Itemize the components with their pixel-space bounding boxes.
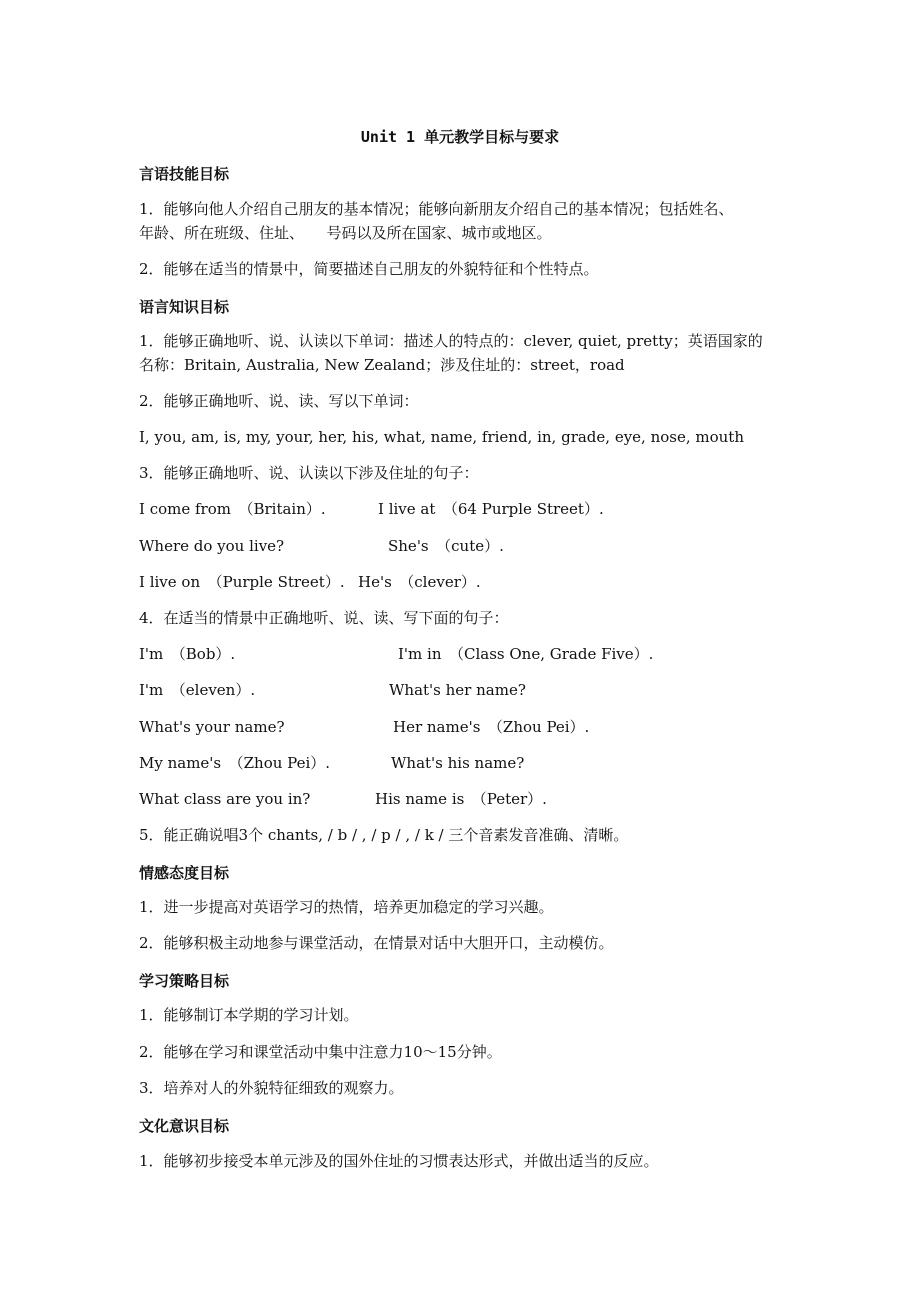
knowledge-p4: 4．在适当的情景中正确地听、说、读、写下面的句子：: [139, 609, 509, 627]
page-title: Unit 1 单元教学目标与要求: [360, 128, 560, 146]
skills-p1-line1: 1．能够向他人介绍自己朋友的基本情况；能够向新朋友介绍自己的基本情况；包括姓名、: [139, 200, 734, 218]
sentence-row-right: I live at （64 Purple Street）.: [378, 500, 604, 518]
sentence-row-right: She's （cute）.: [388, 537, 504, 555]
heading-strategy: 学习策略目标: [139, 972, 230, 990]
sentence-row-right: What's his name?: [391, 754, 525, 772]
strategy-p3: 3．培养对人的外貌特征细致的观察力。: [139, 1079, 404, 1097]
heading-attitude: 情感态度目标: [139, 864, 230, 882]
sentence-row-left: I come from （Britain）.: [139, 500, 326, 518]
sentence-row-right: His name is （Peter）.: [375, 790, 547, 808]
skills-p2: 2．能够在适当的情景中，简要描述自己朋友的外貌特征和个性特点。: [139, 260, 599, 278]
sentence-row-left: What class are you in?: [139, 790, 311, 808]
knowledge-p3: 3．能够正确地听、说、认读以下涉及住址的句子：: [139, 464, 479, 482]
heading-culture: 文化意识目标: [139, 1117, 230, 1135]
sentence-row-right: I'm in （Class One, Grade Five）.: [398, 645, 654, 663]
attitude-p1: 1．进一步提高对英语学习的热情，培养更加稳定的学习兴趣。: [139, 898, 554, 916]
sentence-row-right: Her name's （Zhou Pei）.: [393, 718, 590, 736]
strategy-p1: 1．能够制订本学期的学习计划。: [139, 1006, 359, 1024]
attitude-p2: 2．能够积极主动地参与课堂活动，在情景对话中大胆开口，主动模仿。: [139, 934, 614, 952]
sentence-row-right: What's her name?: [389, 681, 526, 699]
sentence-row-left: Where do you live?: [139, 537, 285, 555]
knowledge-p2-words: I, you, am, is, my, your, her, his, what, name, friend, in, grade, eye, nose, mouth: [139, 428, 744, 446]
strategy-p2: 2．能够在学习和课堂活动中集中注意力10～15分钟。: [139, 1043, 502, 1061]
knowledge-p1-line2: 名称：Britain, Australia, New Zealand；涉及住址的：street，road: [139, 356, 625, 374]
skills-p1-line2: 年龄、所在班级、住址、 号码以及所在国家、城市或地区。: [139, 224, 552, 242]
knowledge-p5: 5．能正确说唱3个 chants, / b / , / p / , / k / 三个音素发音准确、清晰。: [139, 826, 629, 844]
sentence-row-left: What's your name?: [139, 718, 285, 736]
heading-skills: 言语技能目标: [139, 165, 230, 183]
sentence-row-left: I live on （Purple Street）.: [139, 573, 345, 591]
sentence-row-right: He's （clever）.: [358, 573, 481, 591]
knowledge-p2: 2．能够正确地听、说、读、写以下单词：: [139, 392, 419, 410]
sentence-row-left: I'm （Bob）.: [139, 645, 236, 663]
sentence-row-left: My name's （Zhou Pei）.: [139, 754, 331, 772]
heading-knowledge: 语言知识目标: [139, 298, 230, 316]
sentence-row-left: I'm （eleven）.: [139, 681, 256, 699]
knowledge-p1-line1: 1．能够正确地听、说、认读以下单词：描述人的特点的：clever, quiet, pretty；英语国家的: [139, 332, 763, 350]
culture-p1: 1．能够初步接受本单元涉及的国外住址的习惯表达形式，并做出适当的反应。: [139, 1152, 659, 1170]
